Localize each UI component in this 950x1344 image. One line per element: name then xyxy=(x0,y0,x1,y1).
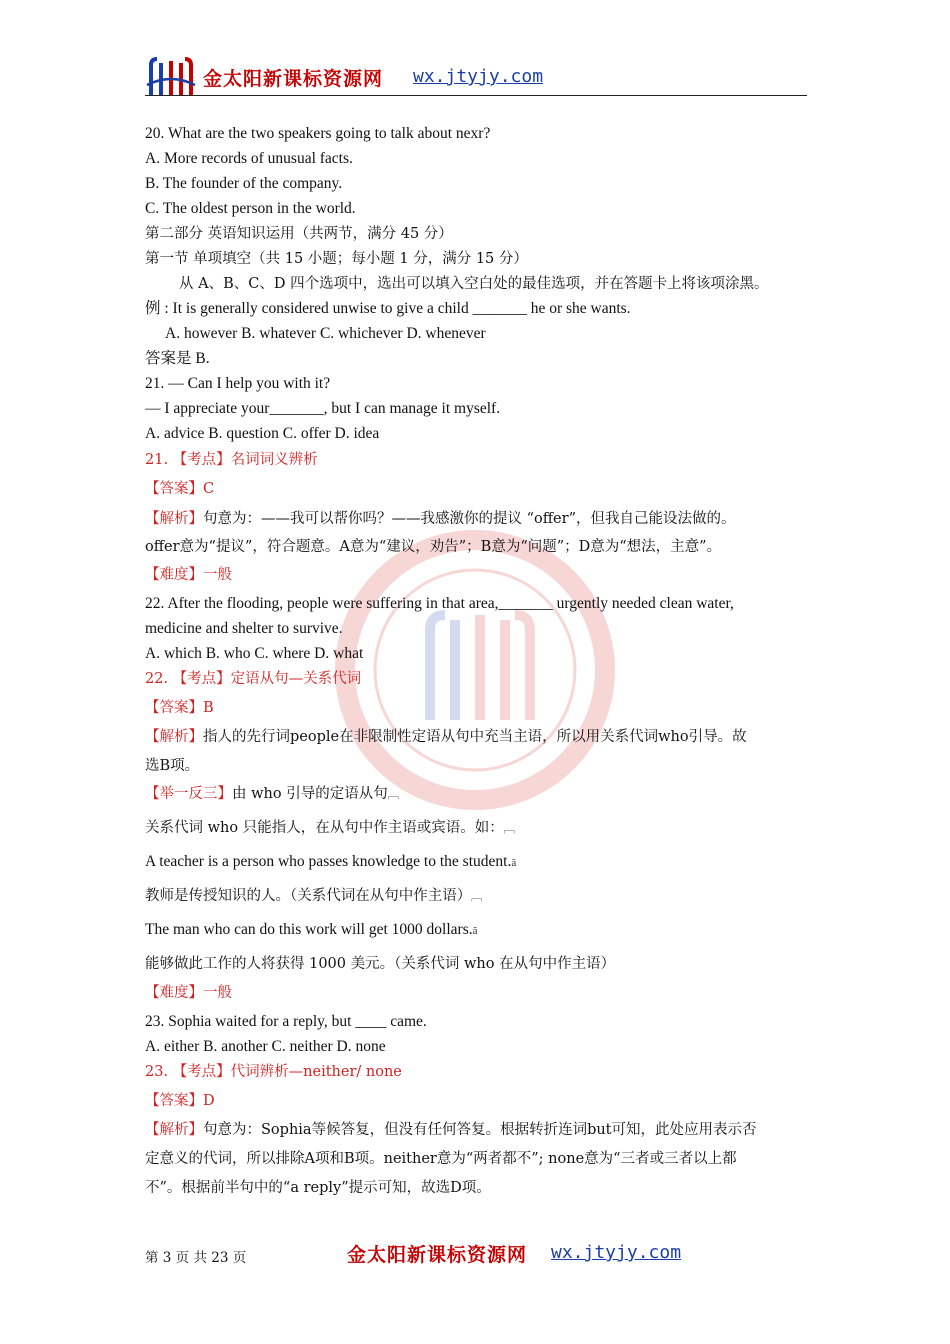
part-two-heading: 第二部分 英语知识运用（共两节，满分 45 分） xyxy=(145,226,453,242)
q21-difficulty: 【难度】一般 xyxy=(145,567,232,583)
question-20: 20. What are the two speakers going to talk about nexr? xyxy=(145,125,491,142)
question-21-reply: — I appreciate your_______, but I can manage it myself. xyxy=(145,400,501,417)
q21-options: A. advice B. question C. offer D. idea xyxy=(145,425,380,442)
q22-extension-line1: 关系代词 who 只能指人，在从句中作主语或宾语。如：﹇ xyxy=(145,820,515,836)
footer-brand: 金太阳新课标资源网 xyxy=(347,1244,528,1266)
q22-topic: 22. 【考点】定语从句—关系代词 xyxy=(145,671,362,687)
format-mark-icon: ã xyxy=(511,857,517,869)
section-one-heading: 第一节 单项填空（共 15 小题；每小题 1 分，满分 15 分） xyxy=(145,251,528,267)
q22-extension-line3: 教师是传授知识的人。（关系代词在从句中作主语）﹇ xyxy=(145,888,483,904)
watermark-seal-icon xyxy=(335,530,615,810)
q22-extension: 【举一反三】由 who 引导的定语从句﹇ xyxy=(145,786,399,802)
q20-option-b: B. The founder of the company. xyxy=(145,175,343,192)
question-21: 21. — Can I help you with it? xyxy=(145,375,331,392)
format-mark-icon: ﹇ xyxy=(503,822,515,835)
q21-explanation-line2: offer意为“提议”，符合题意。A意为“建议，劝告”；B意为“问题”；D意为“想法，主意”。 xyxy=(145,539,722,555)
question-22: 22. After the flooding, people were suffering in that area,_______ urgently needed clean water, xyxy=(145,595,734,612)
page-number: 第 3 页 共 23 页 xyxy=(145,1250,247,1266)
example-answer: 答案是 B. xyxy=(145,350,210,367)
q20-option-a: A. More records of unusual facts. xyxy=(145,150,353,167)
question-22-cont: medicine and shelter to survive. xyxy=(145,620,343,637)
q22-answer: 【答案】B xyxy=(145,700,214,716)
q23-explanation-tag: 【解析】 xyxy=(145,1122,203,1138)
q22-explanation-line1: 【解析】指人的先行词people在非限制性定语从句中充当主语，所以用关系代词who引导。故 xyxy=(145,729,747,745)
format-mark-icon: ﹇ xyxy=(387,788,399,801)
q22-extension-line2: A teacher is a person who passes knowledge to the student.ã xyxy=(145,853,517,870)
q23-explanation-line2: 定意义的代词，所以排除A项和B项。neither意为“两者都不”; none意为“三者或三者以上都 xyxy=(145,1151,737,1167)
q20-option-c: C. The oldest person in the world. xyxy=(145,200,356,217)
footer-url-link[interactable]: wx.jtyjy.com xyxy=(551,1242,682,1263)
q21-explanation-line1: 【解析】句意为：——我可以帮你吗？——我感激你的提议 “offer”，但我自己能设法做的。 xyxy=(145,511,736,527)
q23-answer: 【答案】D xyxy=(145,1093,215,1109)
q23-explanation-line1: 【解析】句意为：Sophia等候答复，但没有任何答复。根据转折连词but可知，此处应用表示否 xyxy=(145,1122,757,1138)
header-brand: 金太阳新课标资源网 xyxy=(203,68,384,90)
q22-options: A. which B. who C. where D. what xyxy=(145,645,364,662)
format-mark-icon: ﹇ xyxy=(471,890,483,903)
q21-topic: 21. 【考点】名词词义辨析 xyxy=(145,452,318,468)
q21-explanation-tag: 【解析】 xyxy=(145,511,203,527)
q23-topic: 23. 【考点】代词辨析—neither/ none xyxy=(145,1064,402,1080)
q23-explanation-line3: 不”。根据前半句中的“a reply”提示可知，故选D项。 xyxy=(145,1180,491,1196)
format-mark-icon: ã xyxy=(472,925,478,937)
q22-extension-line4: The man who can do this work will get 1000 dollars.ã xyxy=(145,921,478,938)
page-header xyxy=(145,50,807,98)
instructions: 从 A、B、C、D 四个选项中，选出可以填入空白处的最佳选项，并在答题卡上将该项涂黑。 xyxy=(179,276,769,292)
example-options: A. however B. whatever C. whichever D. whenever xyxy=(165,325,486,342)
q22-extension-tag: 【举一反三】 xyxy=(145,786,232,802)
q22-explanation-tag: 【解析】 xyxy=(145,729,203,745)
q23-options: A. either B. another C. neither D. none xyxy=(145,1038,386,1055)
question-23: 23. Sophia waited for a reply, but ____ came. xyxy=(145,1013,427,1030)
example-question: 例 : It is generally considered unwise to give a child _______ he or she wants. xyxy=(145,300,631,317)
q21-answer: 【答案】C xyxy=(145,481,215,497)
brand-logo-icon xyxy=(145,55,197,99)
q22-difficulty: 【难度】一般 xyxy=(145,985,232,1001)
header-url-link[interactable]: wx.jtyjy.com xyxy=(413,66,544,87)
q22-explanation-line2: 选B项。 xyxy=(145,758,200,774)
q22-extension-line5: 能够做此工作的人将获得 1000 美元。（关系代词 who 在从句中作主语） xyxy=(145,956,616,972)
header-divider xyxy=(145,95,807,96)
